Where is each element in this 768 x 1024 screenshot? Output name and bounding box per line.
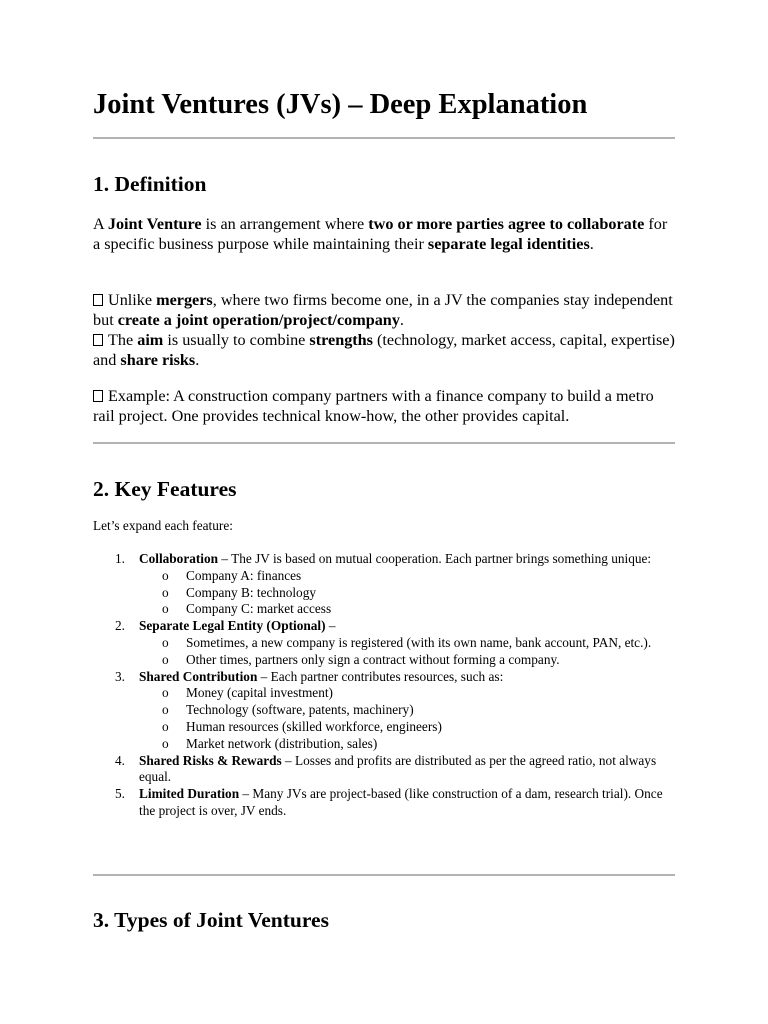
list-number: 4. <box>115 752 125 768</box>
list-number: 1. <box>115 551 125 566</box>
list-number: 5. <box>115 786 125 802</box>
text-run: , where two firms become one, in a JV the companies stay independent but <box>93 291 673 329</box>
note-line-mergers <box>93 290 675 330</box>
bullet-icon: o <box>162 685 169 701</box>
horizontal-rule <box>93 442 675 444</box>
sub-list-item <box>162 634 675 652</box>
sub-item-text: Money (capital investment) <box>186 685 333 701</box>
feature-item <box>115 551 675 618</box>
feature-title: Limited Duration <box>139 786 240 802</box>
missing-glyph-icon <box>93 294 103 306</box>
feature-description: – Each partner contributes resources, such as: <box>257 668 504 684</box>
feature-title: Collaboration <box>139 551 219 566</box>
feature-description: – <box>325 618 336 634</box>
bold-term: aim <box>137 331 164 349</box>
bold-term: strengths <box>309 331 373 349</box>
sub-item-text: Other times, partners only sign a contract without forming a company. <box>186 651 560 667</box>
sub-list <box>139 568 675 618</box>
feature-item <box>115 618 675 668</box>
bold-term: share risks <box>120 351 196 369</box>
text-run: . <box>589 235 594 253</box>
sub-item-text: Human resources (skilled workforce, engineers) <box>186 718 442 734</box>
list-number: 2. <box>115 618 125 634</box>
bullet-icon: o <box>162 584 169 600</box>
sub-list-item <box>162 584 675 602</box>
feature-title: Shared Risks & Rewards <box>139 752 282 768</box>
bullet-icon: o <box>162 634 169 650</box>
feature-item <box>115 752 675 787</box>
feature-description: – Losses and profits are distributed as per the agreed ratio, not always equal. <box>139 752 657 785</box>
missing-glyph-icon <box>93 334 103 346</box>
section-heading-key-features: 2. Key Features <box>93 477 237 501</box>
feature-description: – The JV is based on mutual cooperation. Each partner brings something unique: <box>218 551 652 566</box>
text-run: A <box>93 215 108 233</box>
sub-item-text: Company B: technology <box>186 584 317 600</box>
feature-title: Separate Legal Entity (Optional) <box>139 618 326 634</box>
text-run: for a specific business purpose while maintaining their <box>93 215 668 253</box>
text-run: (technology, market access, capital, expertise) and <box>93 331 675 369</box>
feature-title: Shared Contribution <box>139 668 258 684</box>
bold-term: create a joint operation/project/company <box>117 311 400 329</box>
feature-item <box>115 786 675 820</box>
example-text: Example: A construction company partners with a finance company to build a metro rail project. One provides technical know-how, the other provides capital. <box>93 387 654 425</box>
sub-list-item <box>162 718 675 736</box>
text-run: Unlike <box>108 291 157 309</box>
bullet-icon: o <box>162 651 169 667</box>
sub-item-text: Company A: finances <box>186 567 302 583</box>
section-heading-types: 3. Types of Joint Ventures <box>93 908 329 932</box>
note-line-aim <box>93 330 675 370</box>
sub-list <box>139 685 675 752</box>
text-run: . <box>195 351 200 369</box>
list-number: 3. <box>115 668 125 684</box>
sub-list-item <box>162 735 675 753</box>
text-run: is usually to combine <box>163 331 310 349</box>
bullet-icon: o <box>162 567 169 583</box>
definition-notes <box>93 290 675 370</box>
horizontal-rule <box>93 874 675 876</box>
bullet-icon: o <box>162 718 169 734</box>
bold-term: mergers <box>156 291 213 309</box>
sub-list-item <box>162 685 675 702</box>
features-intro: Let’s expand each feature: <box>93 518 233 533</box>
example-paragraph <box>93 386 675 426</box>
definition-paragraph <box>93 214 675 254</box>
bold-term: Joint Venture <box>107 215 202 233</box>
page-title: Joint Ventures (JVs) – Deep Explanation <box>93 89 588 120</box>
section-heading-definition: 1. Definition <box>93 172 207 196</box>
sub-list-item <box>162 702 675 719</box>
features-list <box>93 551 675 820</box>
sub-list <box>139 635 675 669</box>
text-run: The <box>108 331 138 349</box>
bullet-icon: o <box>162 601 169 617</box>
bullet-icon: o <box>162 735 169 751</box>
bold-term: separate legal identities <box>427 235 590 253</box>
horizontal-rule <box>93 137 675 139</box>
bold-term: two or more parties agree to collaborate <box>368 215 645 233</box>
sub-item-text: Sometimes, a new company is registered (with its own name, bank account, PAN, etc.). <box>186 634 652 650</box>
bullet-icon: o <box>162 702 169 718</box>
feature-description: – Many JVs are project-based (like construction of a dam, research trial). Once the project is over, JV ends. <box>139 786 663 818</box>
sub-item-text: Market network (distribution, sales) <box>186 735 378 751</box>
sub-item-text: Technology (software, patents, machinery) <box>186 702 414 718</box>
text-run: is an arrangement where <box>201 215 369 233</box>
sub-list-item <box>162 601 675 618</box>
feature-item <box>115 668 675 753</box>
sub-list-item <box>162 651 675 669</box>
missing-glyph-icon <box>93 390 103 402</box>
text-run: . <box>399 311 404 329</box>
sub-list-item <box>162 567 675 585</box>
sub-item-text: Company C: market access <box>186 601 332 617</box>
